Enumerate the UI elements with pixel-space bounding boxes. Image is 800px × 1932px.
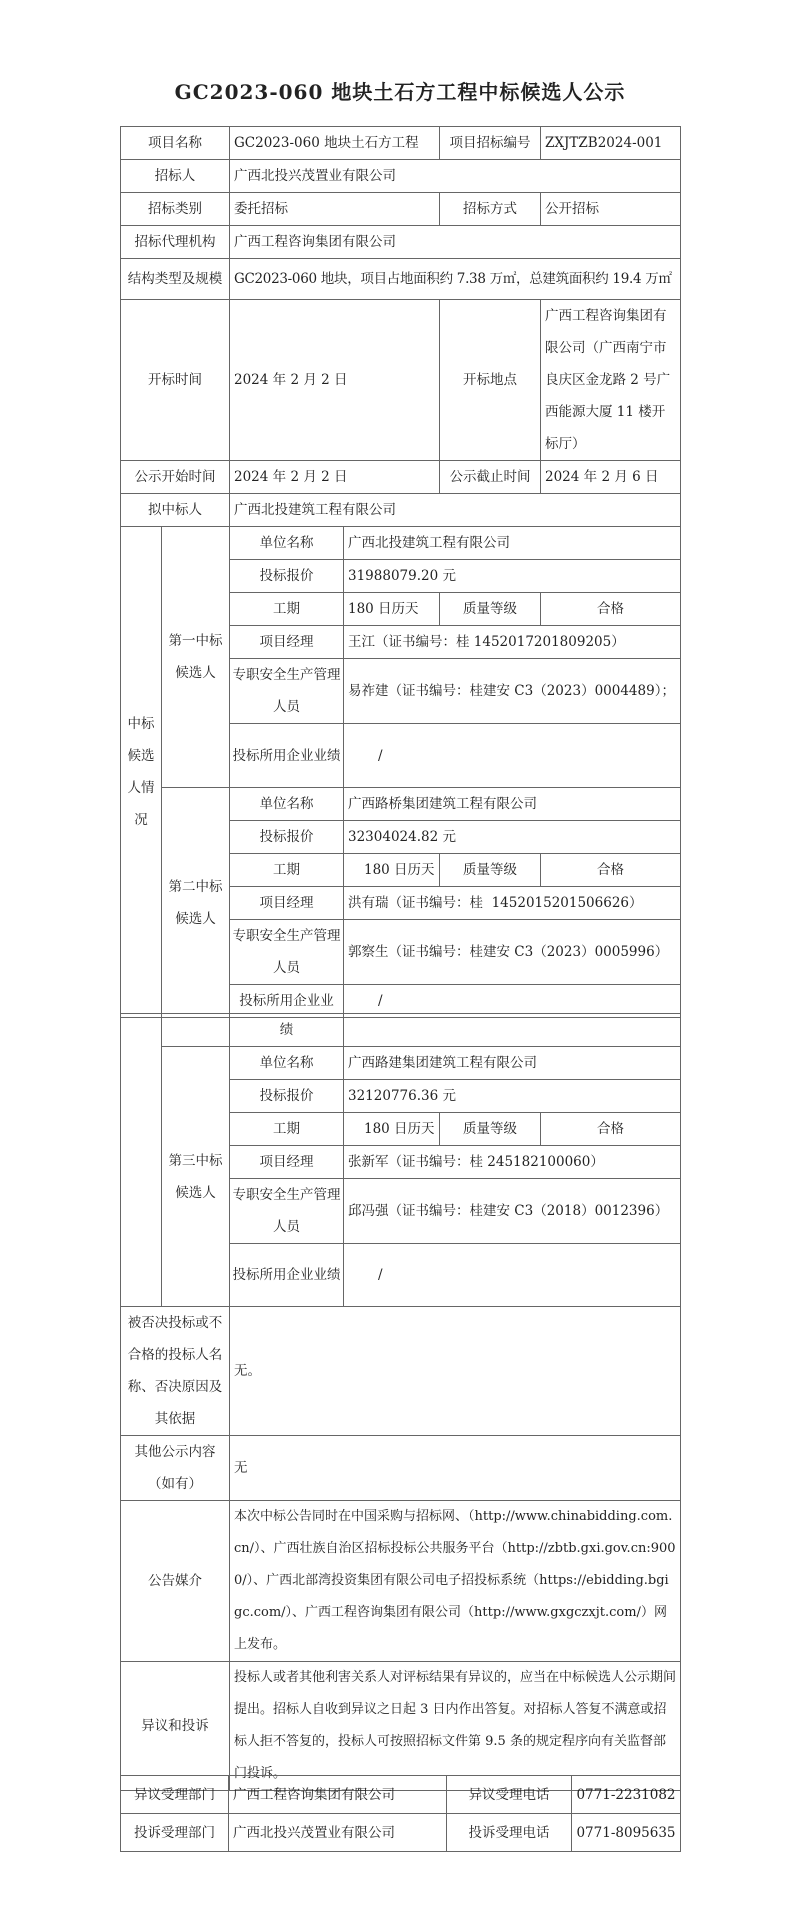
- candidate-1-quality: 合格: [541, 593, 681, 626]
- open-time-label: 开标时间: [121, 300, 230, 461]
- open-place-label: 开标地点: [440, 300, 541, 461]
- row-rejected: [121, 1307, 681, 1436]
- objection-phone-label: 异议受理电话: [447, 1776, 572, 1814]
- open-place-value: 广西工程咨询集团有限公司（广西南宁市良庆区金龙路 2 号广西能源大厦 11 楼开标厅）: [541, 300, 681, 461]
- candidate-3-safety: 邱冯强（证书编号：桂建安 C3（2018）0012396）: [344, 1179, 681, 1244]
- candidate-2-quality: 合格: [541, 854, 681, 887]
- other-label: 其他公示内容（如有）: [121, 1436, 230, 1501]
- proposed-winner-value: 广西北投建筑工程有限公司: [230, 494, 681, 527]
- objection-phone-value: 0771-2231082: [572, 1776, 681, 1814]
- candidate-1-period: 180 日历天: [344, 593, 440, 626]
- candidate-1-safety: 易祚建（证书编号：桂建安 C3（2023）0004489）；: [344, 659, 681, 724]
- objection-label: 异议和投诉: [121, 1662, 230, 1791]
- candidate-2-company: 广西路桥集团建筑工程有限公司: [344, 788, 681, 821]
- price-label: 投标报价: [230, 1080, 344, 1113]
- candidate-1-rank: 第一中标候选人: [162, 527, 230, 788]
- performance-label: 投标所用企业业绩: [230, 1244, 344, 1307]
- notice-start-value: 2024 年 2 月 2 日: [230, 461, 440, 494]
- performance-label-continued: 绩: [230, 1014, 344, 1047]
- performance-label: 投标所用企业业: [230, 985, 344, 1018]
- open-time-value: 2024 年 2 月 2 日: [230, 300, 440, 461]
- candidate-2-rank-continued: [162, 1014, 230, 1047]
- objection-dept-label: 异议受理部门: [121, 1776, 229, 1814]
- row-tenderer: [121, 160, 681, 193]
- scale-label: 结构类型及规模: [121, 259, 230, 300]
- candidate-3-quality: 合格: [541, 1113, 681, 1146]
- candidates-section-label: 中标候选人情况: [121, 527, 162, 1018]
- manager-label: 项目经理: [230, 887, 344, 920]
- period-label: 工期: [230, 854, 344, 887]
- row-media: [121, 1501, 681, 1662]
- candidate-3-company: 广西路建集团建筑工程有限公司: [344, 1047, 681, 1080]
- tender-method-label: 招标方式: [440, 193, 541, 226]
- notice-end-value: 2024 年 2 月 6 日: [541, 461, 681, 494]
- row-agency: [121, 226, 681, 259]
- candidate-2-company-row: [121, 788, 681, 821]
- candidate-2-price: 32304024.82 元: [344, 821, 681, 854]
- candidate-3-period: 180 日历天: [344, 1113, 440, 1146]
- quality-label: 质量等级: [440, 854, 541, 887]
- candidates-section-continued: [121, 1014, 162, 1307]
- row-proposed-winner: [121, 494, 681, 527]
- candidate-2-period: 180 日历天: [344, 854, 440, 887]
- media-value: 本次中标公告同时在中国采购与招标网、（http://www.chinabidding.com.cn/）、广西壮族自治区招标投标公共服务平台（http://zbtb.gxi.gov.cn:9000/）、广西北部湾投资集团有限公司电子招投标系统（https://ebidding.bgigc.com/）、广西工程咨询集团有限公司（http://www.gxgczxjt.com/）网上发布。: [230, 1501, 681, 1662]
- notice-end-label: 公示截止时间: [440, 461, 541, 494]
- complaint-phone-label: 投诉受理电话: [447, 1814, 572, 1852]
- price-label: 投标报价: [230, 560, 344, 593]
- candidate-1-company: 广西北投建筑工程有限公司: [344, 527, 681, 560]
- notice-table-continued: [120, 1013, 681, 1791]
- row-notice-period: [121, 461, 681, 494]
- row-complaint-contact: [121, 1814, 681, 1852]
- candidate-2-performance-continued: [344, 1014, 681, 1047]
- manager-label: 项目经理: [230, 626, 344, 659]
- rejected-value: 无。: [230, 1307, 681, 1436]
- tender-type-value: 委托招标: [230, 193, 440, 226]
- row-objection-contact: [121, 1776, 681, 1814]
- contacts-table: [120, 1775, 681, 1852]
- period-label: 工期: [230, 1113, 344, 1146]
- candidate-2-rank: 第二中标候选人: [162, 788, 230, 1018]
- candidate-1-company-row: [121, 527, 681, 560]
- scale-value: GC2023-060 地块，项目占地面积约 7.38 万㎡，总建筑面积约 19.4 万㎡: [230, 259, 681, 300]
- company-label: 单位名称: [230, 1047, 344, 1080]
- row-scale: [121, 259, 681, 300]
- safety-label: 专职安全生产管理人员: [230, 659, 344, 724]
- candidate-3-rank: 第三中标候选人: [162, 1047, 230, 1307]
- candidate-1-price: 31988079.20 元: [344, 560, 681, 593]
- agency-value: 广西工程咨询集团有限公司: [230, 226, 681, 259]
- project-code-value: ZXJTZB2024-001: [541, 127, 681, 160]
- quality-label: 质量等级: [440, 1113, 541, 1146]
- period-label: 工期: [230, 593, 344, 626]
- candidate-3-manager: 张新军（证书编号：桂 245182100060）: [344, 1146, 681, 1179]
- rejected-label: 被否决投标或不合格的投标人名称、否决原因及其依据: [121, 1307, 230, 1436]
- project-code-label: 项目招标编号: [440, 127, 541, 160]
- manager-label: 项目经理: [230, 1146, 344, 1179]
- candidate-3-performance: /: [344, 1244, 681, 1307]
- tenderer-value: 广西北投兴茂置业有限公司: [230, 160, 681, 193]
- price-label: 投标报价: [230, 821, 344, 854]
- company-label: 单位名称: [230, 788, 344, 821]
- project-name-label: 项目名称: [121, 127, 230, 160]
- row-tender-type: [121, 193, 681, 226]
- tender-method-value: 公开招标: [541, 193, 681, 226]
- candidate-2-performance-continued-row: [121, 1014, 681, 1047]
- proposed-winner-label: 拟中标人: [121, 494, 230, 527]
- row-opening: [121, 300, 681, 461]
- agency-label: 招标代理机构: [121, 226, 230, 259]
- complaint-phone-value: 0771-8095635: [572, 1814, 681, 1852]
- project-name-value: GC2023-060 地块土石方工程: [230, 127, 440, 160]
- objection-value: 投标人或者其他利害关系人对评标结果有异议的，应当在中标候选人公示期间提出。招标人自收到异议之日起 3 日内作出答复。对招标人答复不满意或招标人拒不答复的，投标人可按照招标文件第 9.5 条的规定程序向有关监督部门投诉。: [230, 1662, 681, 1791]
- safety-label: 专职安全生产管理人员: [230, 920, 344, 985]
- page-title: GC2023-060 地块土石方工程中标候选人公示: [174, 80, 626, 104]
- other-value: 无: [230, 1436, 681, 1501]
- objection-dept-value: 广西工程咨询集团有限公司: [229, 1776, 447, 1814]
- tenderer-label: 招标人: [121, 160, 230, 193]
- performance-label: 投标所用企业业绩: [230, 724, 344, 788]
- notice-table-main: [120, 126, 681, 1018]
- complaint-dept-label: 投诉受理部门: [121, 1814, 229, 1852]
- candidate-2-performance: /: [344, 985, 681, 1018]
- media-label: 公告媒介: [121, 1501, 230, 1662]
- notice-start-label: 公示开始时间: [121, 461, 230, 494]
- candidate-3-company-row: [121, 1047, 681, 1080]
- company-label: 单位名称: [230, 527, 344, 560]
- candidate-2-manager: 洪有瑞（证书编号：桂 1452015201506626）: [344, 887, 681, 920]
- complaint-dept-value: 广西北投兴茂置业有限公司: [229, 1814, 447, 1852]
- row-other: [121, 1436, 681, 1501]
- candidate-1-manager: 王江（证书编号：桂 1452017201809205）: [344, 626, 681, 659]
- row-project-name: [121, 127, 681, 160]
- safety-label: 专职安全生产管理人员: [230, 1179, 344, 1244]
- candidate-3-price: 32120776.36 元: [344, 1080, 681, 1113]
- tender-type-label: 招标类别: [121, 193, 230, 226]
- candidate-2-safety: 郭察生（证书编号：桂建安 C3（2023）0005996）: [344, 920, 681, 985]
- candidate-1-performance: /: [344, 724, 681, 788]
- row-objection: [121, 1662, 681, 1791]
- quality-label: 质量等级: [440, 593, 541, 626]
